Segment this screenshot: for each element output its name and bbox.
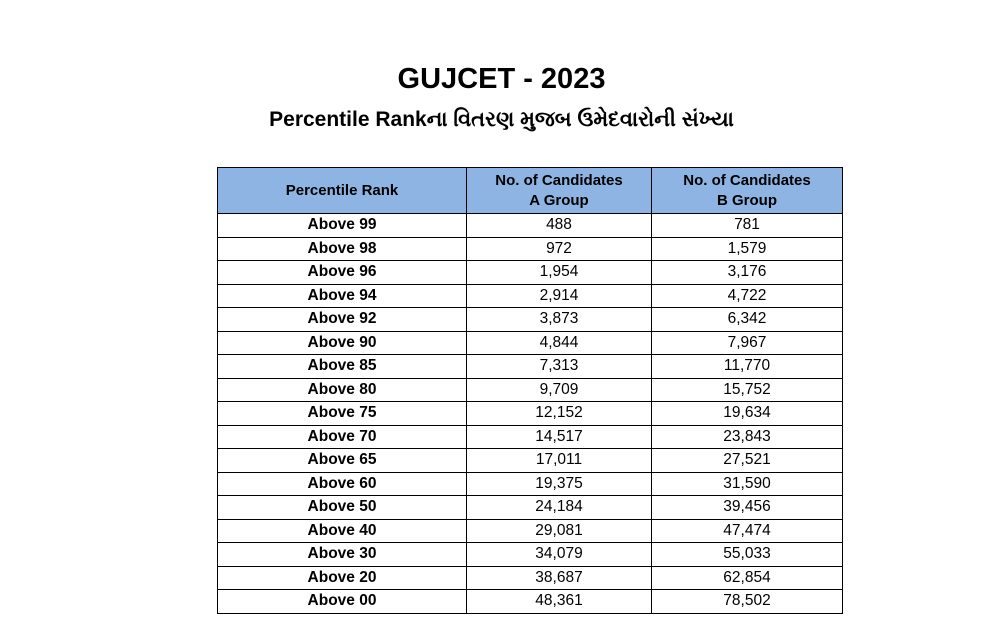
table-row: [218, 355, 843, 379]
table-row: [218, 566, 843, 590]
group-a-cell: 29,081: [467, 519, 652, 543]
rank-cell: Above 70: [218, 425, 467, 449]
group-b-cell: 62,854: [652, 566, 843, 590]
rank-cell: Above 50: [218, 496, 467, 520]
group-a-cell: 12,152: [467, 402, 652, 426]
group-b-cell: 23,843: [652, 425, 843, 449]
group-a-cell: 488: [467, 214, 652, 238]
rank-cell: Above 96: [218, 261, 467, 285]
group-b-cell: 7,967: [652, 331, 843, 355]
table-row: [218, 261, 843, 285]
group-a-cell: 24,184: [467, 496, 652, 520]
rank-cell: Above 90: [218, 331, 467, 355]
header-percentile-rank-label: Percentile Rank: [285, 181, 399, 199]
page-title: GUJCET - 2023: [397, 63, 606, 95]
table-row: [218, 214, 843, 238]
header-group-b: [652, 168, 843, 214]
header-group-b-line1: No. of Candidates: [683, 171, 811, 189]
table-row: [218, 496, 843, 520]
table-row: [218, 449, 843, 473]
group-b-cell: 39,456: [652, 496, 843, 520]
table-header-row: [218, 168, 843, 214]
rank-cell: Above 80: [218, 378, 467, 402]
page-subtitle: Percentile Rankના વિતરણ મુજબ ઉમેદવારોની સંખ્યા: [269, 108, 734, 131]
rank-cell: Above 65: [218, 449, 467, 473]
group-b-cell: 6,342: [652, 308, 843, 332]
rank-cell: Above 85: [218, 355, 467, 379]
header-group-a: [467, 168, 652, 214]
header-group-b-line2: B Group: [717, 191, 777, 209]
group-b-cell: 3,176: [652, 261, 843, 285]
rank-cell: Above 20: [218, 566, 467, 590]
group-a-cell: 48,361: [467, 590, 652, 614]
table-row: [218, 331, 843, 355]
table-row: [218, 284, 843, 308]
group-b-cell: 4,722: [652, 284, 843, 308]
group-b-cell: 47,474: [652, 519, 843, 543]
group-b-cell: 31,590: [652, 472, 843, 496]
group-a-cell: 9,709: [467, 378, 652, 402]
group-a-cell: 972: [467, 237, 652, 261]
table-row: [218, 402, 843, 426]
group-a-cell: 7,313: [467, 355, 652, 379]
group-a-cell: 17,011: [467, 449, 652, 473]
group-a-cell: 4,844: [467, 331, 652, 355]
group-a-cell: 2,914: [467, 284, 652, 308]
table-row: [218, 590, 843, 614]
group-b-cell: 55,033: [652, 543, 843, 567]
table-row: [218, 543, 843, 567]
group-a-cell: 3,873: [467, 308, 652, 332]
rank-cell: Above 99: [218, 214, 467, 238]
table-row: [218, 378, 843, 402]
header-group-a-line2: A Group: [529, 191, 589, 209]
group-b-cell: 11,770: [652, 355, 843, 379]
group-b-cell: 19,634: [652, 402, 843, 426]
group-b-cell: 15,752: [652, 378, 843, 402]
table-row: [218, 425, 843, 449]
rank-cell: Above 00: [218, 590, 467, 614]
group-b-cell: 27,521: [652, 449, 843, 473]
table-row: [218, 237, 843, 261]
rank-cell: Above 92: [218, 308, 467, 332]
table-row: [218, 472, 843, 496]
rank-cell: Above 60: [218, 472, 467, 496]
group-a-cell: 19,375: [467, 472, 652, 496]
header-percentile-rank: [218, 168, 467, 214]
header-group-a-line1: No. of Candidates: [495, 171, 623, 189]
rank-cell: Above 75: [218, 402, 467, 426]
rank-cell: Above 30: [218, 543, 467, 567]
table-row: [218, 519, 843, 543]
group-a-cell: 14,517: [467, 425, 652, 449]
table-row: [218, 308, 843, 332]
percentile-table: [217, 167, 843, 614]
group-a-cell: 34,079: [467, 543, 652, 567]
rank-cell: Above 94: [218, 284, 467, 308]
rank-cell: Above 40: [218, 519, 467, 543]
group-a-cell: 1,954: [467, 261, 652, 285]
group-b-cell: 78,502: [652, 590, 843, 614]
group-a-cell: 38,687: [467, 566, 652, 590]
group-b-cell: 1,579: [652, 237, 843, 261]
rank-cell: Above 98: [218, 237, 467, 261]
group-b-cell: 781: [652, 214, 843, 238]
